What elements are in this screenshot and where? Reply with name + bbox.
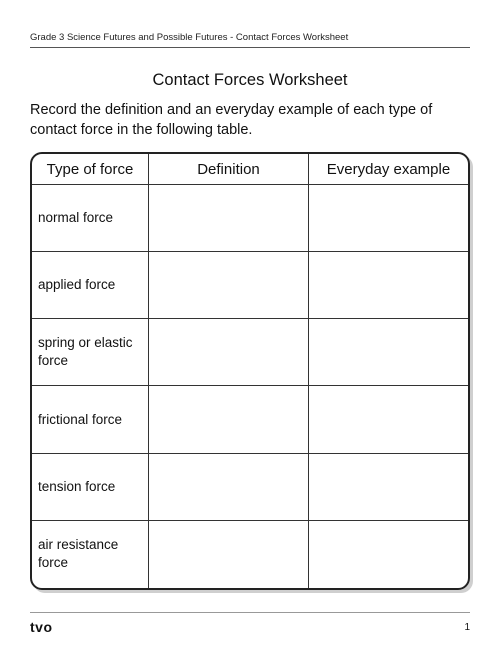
- definition-cell[interactable]: [149, 454, 309, 521]
- column-header-example: Everyday example: [309, 154, 468, 185]
- tvo-logo: tvo: [30, 619, 53, 635]
- worksheet-title: Contact Forces Worksheet: [152, 71, 348, 89]
- page-number: 1: [464, 622, 470, 633]
- header-divider: [30, 47, 470, 48]
- force-type-cell: applied force: [32, 252, 149, 319]
- force-type-cell: tension force: [32, 454, 149, 521]
- forces-table: [30, 152, 470, 590]
- column-header-type: Type of force: [32, 154, 149, 185]
- example-cell[interactable]: [309, 521, 468, 588]
- column-header-definition: Definition: [149, 154, 309, 185]
- definition-cell[interactable]: [149, 319, 309, 386]
- definition-cell[interactable]: [149, 252, 309, 319]
- definition-cell[interactable]: [149, 185, 309, 252]
- force-type-cell: normal force: [32, 185, 149, 252]
- table-grid: [32, 154, 468, 588]
- instructions-text: Record the definition and an everyday example of each type of contact force in the following table.: [30, 102, 433, 138]
- document-header: Grade 3 Science Futures and Possible Futures - Contact Forces Worksheet: [30, 32, 349, 43]
- definition-cell[interactable]: [149, 521, 309, 588]
- example-cell[interactable]: [309, 319, 468, 386]
- example-cell[interactable]: [309, 252, 468, 319]
- example-cell[interactable]: [309, 454, 468, 521]
- force-type-cell: air resistance force: [32, 521, 149, 588]
- example-cell[interactable]: [309, 185, 468, 252]
- force-type-cell: spring or elastic force: [32, 319, 149, 386]
- force-type-cell: frictional force: [32, 386, 149, 453]
- footer-divider: [30, 612, 470, 613]
- definition-cell[interactable]: [149, 386, 309, 453]
- example-cell[interactable]: [309, 386, 468, 453]
